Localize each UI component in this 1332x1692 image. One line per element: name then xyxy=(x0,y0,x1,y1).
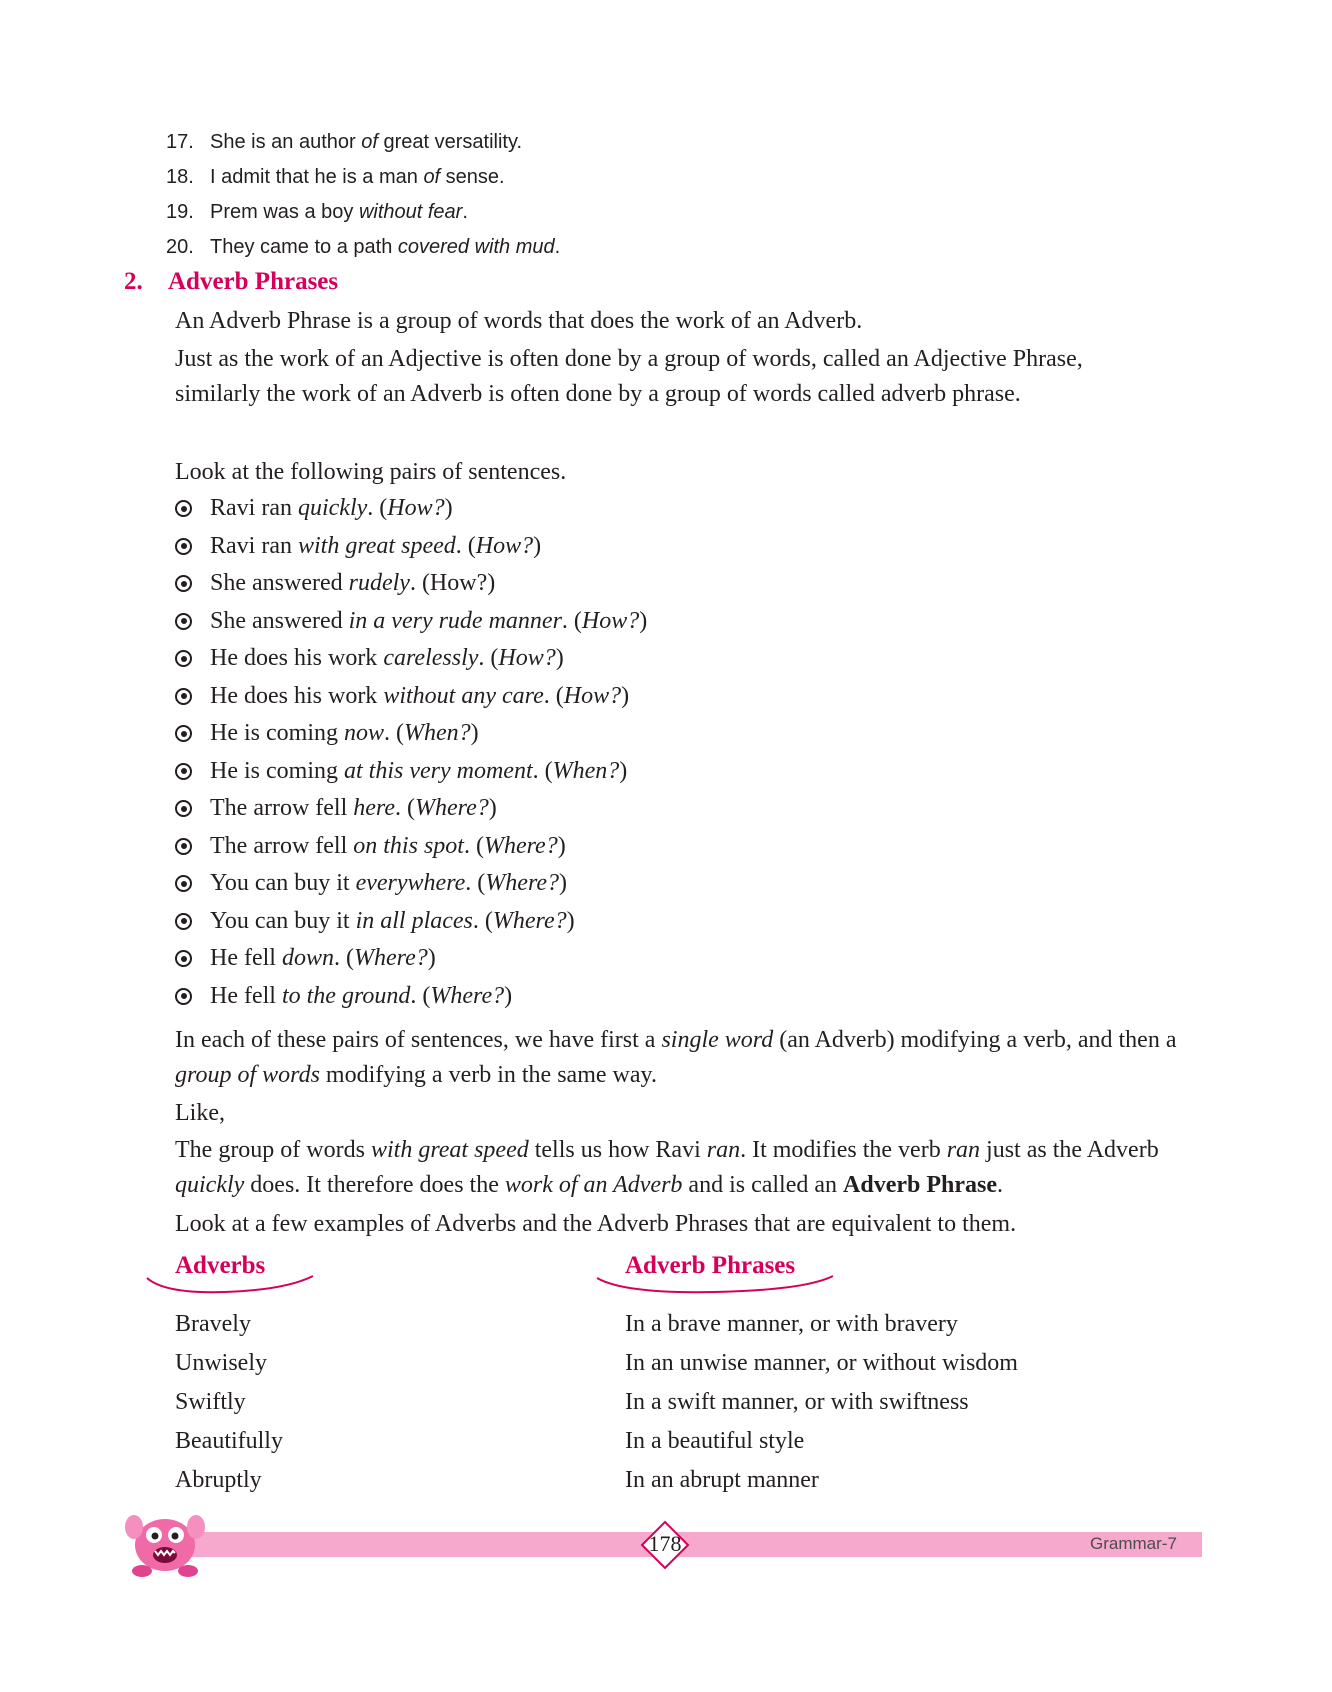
look-text: Look at the following pairs of sentences. xyxy=(175,459,567,485)
table-cell: In a brave manner, or with bravery xyxy=(625,1311,958,1337)
section-heading xyxy=(124,268,338,296)
bullet-icon xyxy=(175,688,192,705)
table-cell: Abruptly xyxy=(175,1467,262,1493)
list-item: You can buy it everywhere . ( Where? ) xyxy=(175,865,647,903)
table-cell: Unwisely xyxy=(175,1350,267,1376)
bullet-icon xyxy=(175,650,192,667)
list-item: 18. I admit that he is a man of sense. xyxy=(166,166,505,188)
monster-mascot-icon xyxy=(120,1505,210,1580)
bullet-icon xyxy=(175,988,192,1005)
bullet-icon xyxy=(175,500,192,517)
list-item: 19. Prem was a boy without fear . xyxy=(166,201,468,223)
book-label: Grammar-7 xyxy=(1090,1534,1177,1553)
list-item: He does his work without any care . ( How? ) xyxy=(175,678,647,716)
table-cell: In a beautiful style xyxy=(625,1428,805,1454)
summary-paragraph: In each of these pairs of sentences, we have first a single word (an Adverb) modifying a verb, and then a group of words modifying a verb in the same way. xyxy=(175,1027,1183,1088)
bullet-icon xyxy=(175,875,192,892)
list-item: The arrow fell here . ( Where? ) xyxy=(175,790,647,828)
table-cell: Beautifully xyxy=(175,1428,283,1454)
sentence-pairs xyxy=(175,490,647,1015)
list-item: Ravi ran with great speed . ( How? ) xyxy=(175,528,647,566)
list-item: He is coming at this very moment . ( When? ) xyxy=(175,753,647,791)
list-item: 20. They came to a path covered with mud . xyxy=(166,236,561,258)
list-item: 17. She is an author of great versatility. xyxy=(166,131,523,153)
bullet-icon xyxy=(175,538,192,555)
definition-text: An Adverb Phrase is a group of words that does the work of an Adverb. xyxy=(175,308,863,334)
examples-intro: Look at a few examples of Adverbs and the Adverb Phrases that are equivalent to them. xyxy=(175,1211,1017,1237)
list-item: She answered rudely . (How?) xyxy=(175,565,647,603)
bullet-icon xyxy=(175,838,192,855)
table-cell: In a swift manner, or with swiftness xyxy=(625,1389,969,1415)
adverb-phrases-column xyxy=(625,1305,1018,1500)
explanation-paragraph: The group of words with great speed tells us how Ravi ran. It modifies the verb ran just as the Adverb quickly does. It therefore does the work of an Adverb and is called an Adverb Phrase. xyxy=(175,1137,1165,1198)
adverbs-heading: Adverbs xyxy=(175,1252,265,1280)
table-cell: In an abrupt manner xyxy=(625,1467,819,1493)
list-item: You can buy it in all places . ( Where? ) xyxy=(175,903,647,941)
bullet-icon xyxy=(175,800,192,817)
adverbs-column xyxy=(175,1305,283,1500)
explanation-text: Just as the work of an Adjective is often done by a group of words, called an Adjective Phrase, similarly the work of an Adverb is often done by a group of words called adverb phrase. xyxy=(175,346,1083,407)
section-number: 2. xyxy=(124,268,143,295)
adverb-phrases-heading: Adverb Phrases xyxy=(625,1252,795,1280)
bullet-icon xyxy=(175,613,192,630)
table-cell: In an unwise manner, or without wisdom xyxy=(625,1350,1018,1376)
page-number: 178 xyxy=(648,1531,682,1556)
section-title: Adverb Phrases xyxy=(168,268,339,295)
bullet-icon xyxy=(175,575,192,592)
numbered-examples xyxy=(166,125,560,265)
list-item: He fell down . ( Where? ) xyxy=(175,940,647,978)
bullet-icon xyxy=(175,913,192,930)
list-item: Ravi ran quickly . ( How? ) xyxy=(175,490,647,528)
list-item: The arrow fell on this spot . ( Where? ) xyxy=(175,828,647,866)
list-item: She answered in a very rude manner . ( How? ) xyxy=(175,603,647,641)
bullet-icon xyxy=(175,950,192,967)
bullet-icon xyxy=(175,763,192,780)
like-text: Like, xyxy=(175,1100,225,1126)
footer-band xyxy=(180,1532,1202,1557)
list-item: He is coming now . ( When? ) xyxy=(175,715,647,753)
bullet-icon xyxy=(175,725,192,742)
table-cell: Swiftly xyxy=(175,1389,246,1415)
list-item: He does his work carelessly . ( How? ) xyxy=(175,640,647,678)
table-cell: Bravely xyxy=(175,1311,251,1337)
list-item: He fell to the ground . ( Where? ) xyxy=(175,978,647,1016)
